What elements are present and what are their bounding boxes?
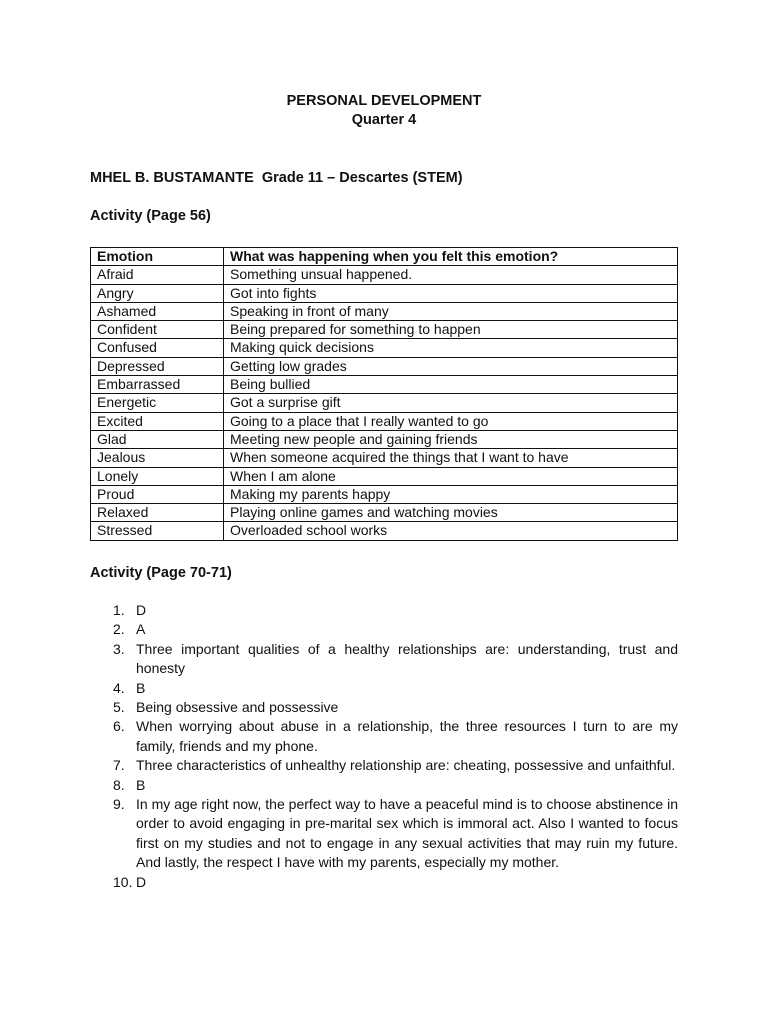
list-item [90, 873, 678, 892]
table-row [91, 357, 678, 375]
answer-number: 8. [113, 776, 125, 793]
list-item [90, 640, 678, 679]
table-row [91, 522, 678, 540]
emotion-cell: Energetic [91, 394, 224, 412]
situation-cell: Speaking in front of many [224, 302, 678, 320]
answer-number: 9. [113, 796, 125, 813]
column-header-emotion: Emotion [91, 248, 224, 266]
answer-number: 10. [113, 873, 133, 890]
answer-text: B [136, 679, 146, 696]
situation-cell: Being bullied [224, 376, 678, 394]
answer-text: Three characteristics of unhealthy relationship are: cheating, possessive and unfaithful. [136, 757, 676, 774]
situation-cell: Making my parents happy [224, 485, 678, 503]
table-row [91, 412, 678, 430]
document-subtitle: Quarter 4 [351, 112, 417, 128]
list-item [90, 795, 678, 873]
situation-cell: Playing online games and watching movies [224, 504, 678, 522]
situation-cell: Making quick decisions [224, 339, 678, 357]
emotion-cell: Confused [91, 339, 224, 357]
situation-cell: Going to a place that I really wanted to go [224, 412, 678, 430]
list-item [90, 717, 678, 756]
answer-number: 2. [113, 621, 125, 638]
table-row [91, 339, 678, 357]
situation-cell: When someone acquired the things that I want to have [224, 449, 678, 467]
emotion-cell: Afraid [91, 266, 224, 284]
situation-cell: Overloaded school works [224, 522, 678, 540]
situation-cell: Getting low grades [224, 357, 678, 375]
table-row [91, 504, 678, 522]
list-item [90, 601, 678, 620]
emotion-cell: Relaxed [91, 504, 224, 522]
answer-text: Three important qualities of a healthy relationships are: understanding, trust and honesty [136, 640, 678, 677]
table-row [91, 376, 678, 394]
list-item [90, 756, 678, 775]
document-title: PERSONAL DEVELOPMENT [286, 93, 482, 109]
table-row [91, 394, 678, 412]
answer-number: 6. [113, 718, 125, 735]
table-row [91, 321, 678, 339]
answer-text: A [136, 621, 146, 638]
answer-text: D [136, 873, 147, 890]
situation-cell: Meeting new people and gaining friends [224, 430, 678, 448]
table-row [91, 302, 678, 320]
situation-cell: Something unsual happened. [224, 266, 678, 284]
answer-number: 3. [113, 640, 125, 657]
emotion-cell: Proud [91, 485, 224, 503]
table-row [91, 266, 678, 284]
table-header-row [91, 248, 678, 266]
table-row [91, 467, 678, 485]
table-row [91, 284, 678, 302]
document-header [0, 92, 768, 130]
list-item [90, 776, 678, 795]
answer-text: D [136, 602, 147, 618]
list-item [90, 620, 678, 639]
emotion-cell: Lonely [91, 467, 224, 485]
answer-number: 7. [113, 757, 125, 774]
emotion-cell: Glad [91, 430, 224, 448]
answer-text: B [136, 776, 146, 793]
list-item [90, 698, 678, 717]
answer-number: 4. [113, 679, 125, 696]
table-row [91, 485, 678, 503]
answer-number: 1. [113, 602, 125, 618]
answer-list [90, 601, 678, 892]
emotion-cell: Jealous [91, 449, 224, 467]
emotion-cell: Depressed [91, 357, 224, 375]
emotion-cell: Angry [91, 284, 224, 302]
emotion-cell: Stressed [91, 522, 224, 540]
emotion-cell: Embarrassed [91, 376, 224, 394]
emotion-table [90, 247, 678, 541]
answer-text: Being obsessive and possessive [136, 699, 339, 716]
situation-cell: Got into fights [224, 284, 678, 302]
emotion-table-body [91, 266, 678, 540]
emotion-cell: Excited [91, 412, 224, 430]
student-info: MHEL B. BUSTAMANTE Grade 11 – Descartes (STEM) [90, 170, 463, 186]
answer-text: When worrying about abuse in a relationship, the three resources I turn to are my family, friends and my phone. [136, 718, 678, 754]
column-header-happening: What was happening when you felt this emotion? [224, 248, 678, 266]
table-row [91, 449, 678, 467]
situation-cell: Got a surprise gift [224, 394, 678, 412]
situation-cell: Being prepared for something to happen [224, 321, 678, 339]
answer-text: In my age right now, the perfect way to have a peaceful mind is to choose abstinence in order to avoid engaging in pre-marital sex which is immoral act. Also I wanted to focus first on my studies and not to engage in any sexual activities that may ruin my future. And lastly, the respect I have with my parents, especially my mother. [136, 796, 678, 871]
emotion-cell: Ashamed [91, 302, 224, 320]
emotion-cell: Confident [91, 321, 224, 339]
activity-heading-page-56: Activity (Page 56) [90, 208, 211, 224]
list-item [90, 679, 678, 698]
answer-number: 5. [113, 699, 125, 716]
situation-cell: When I am alone [224, 467, 678, 485]
activity-heading-page-70-71: Activity (Page 70-71) [90, 565, 232, 581]
table-row [91, 430, 678, 448]
